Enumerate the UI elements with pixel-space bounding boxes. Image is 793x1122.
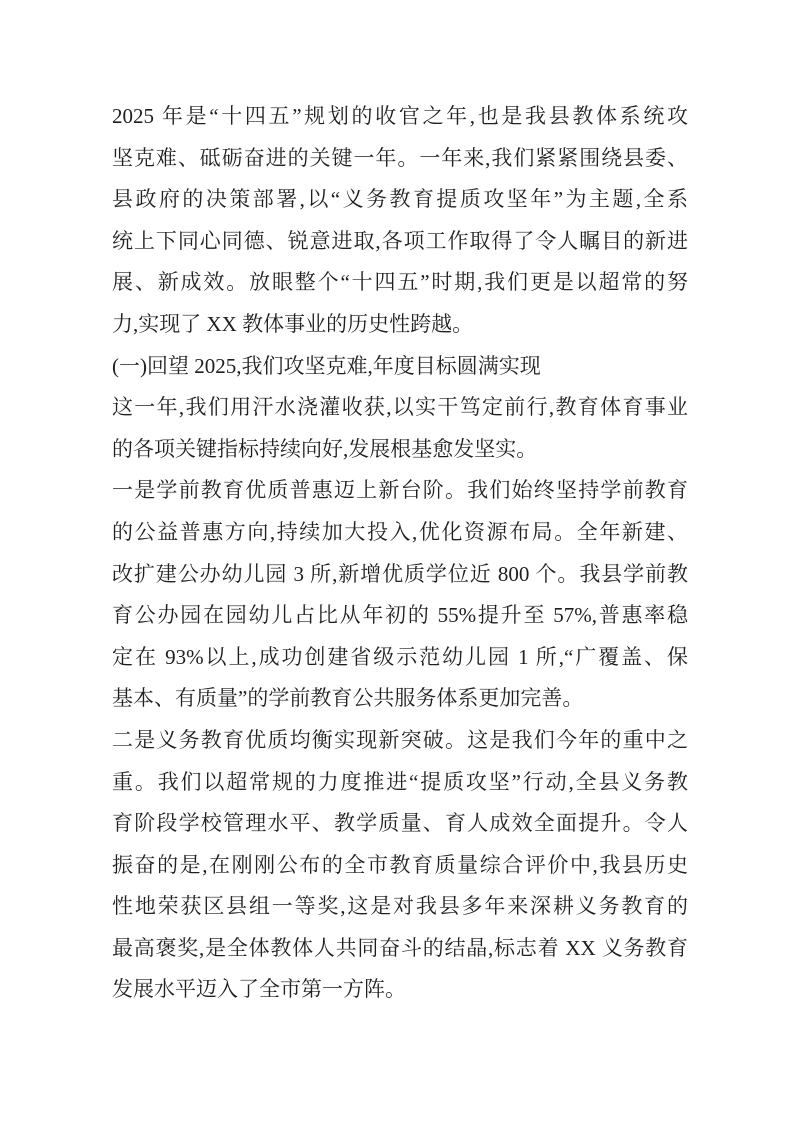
text-line: 基本、有质量”的学前教育公共服务体系更加完善。: [112, 686, 584, 711]
paragraph: [112, 387, 688, 470]
paragraph: [112, 470, 688, 720]
text-line: 县政府的决策部署,以“义务教育提质攻坚年”为主题,全系: [112, 187, 688, 212]
paragraph: [112, 96, 688, 346]
text-line: 一是学前教育优质普惠迈上新台阶。我们始终坚持学前教育: [112, 478, 688, 503]
text-line: 二是义务教育优质均衡实现新突破。这是我们今年的重中之: [112, 727, 688, 752]
text-line: 的公益普惠方向,持续加大投入,优化资源布局。全年新建、: [112, 519, 688, 544]
text-line: 育公办园在园幼儿占比从年初的 55%提升至 57%,普惠率稳: [112, 603, 688, 628]
text-line: 性地荣获区县组一等奖,这是对我县多年来深耕义务教育的: [112, 894, 688, 919]
section-heading: [112, 346, 688, 388]
text-line: 统上下同心同德、锐意进取,各项工作取得了令人瞩目的新进: [112, 228, 688, 253]
text-line: 坚克难、砥砺奋进的关键一年。一年来,我们紧紧围绕县委、: [112, 145, 688, 170]
text-column: [112, 96, 688, 1011]
text-line: 重。我们以超常规的力度推进“提质攻坚”行动,全县义务教: [112, 769, 688, 794]
text-line: 这一年,我们用汗水浇灌收获,以实干笃定前行,教育体育事业: [112, 395, 688, 420]
paragraph: [112, 720, 688, 1011]
text-line: 育阶段学校管理水平、教学质量、育人成效全面提升。令人: [112, 811, 688, 836]
text-line: 改扩建公办幼儿园 3 所,新增优质学位近 800 个。我县学前教: [112, 561, 688, 586]
text-line: 最高褒奖,是全体教体人共同奋斗的结晶,标志着 XX 义务教育: [112, 935, 688, 960]
text-line: 定在 93%以上,成功创建省级示范幼儿园 1 所,“广覆盖、保: [112, 644, 688, 669]
text-line: 展、新成效。放眼整个“十四五”时期,我们更是以超常的努: [112, 270, 688, 295]
text-line: 发展水平迈入了全市第一方阵。: [112, 977, 406, 1002]
text-line: 的各项关键指标持续向好,发展根基愈发坚实。: [112, 436, 538, 461]
text-line: 振奋的是,在刚刚公布的全市教育质量综合评价中,我县历史: [112, 852, 688, 877]
text-line: 力,实现了 XX 教体事业的历史性跨越。: [112, 311, 474, 336]
text-line: (一)回望 2025,我们攻坚克难,年度目标圆满实现: [112, 353, 541, 378]
text-line: 2025 年是“十四五”规划的收官之年,也是我县教体系统攻: [112, 104, 688, 128]
